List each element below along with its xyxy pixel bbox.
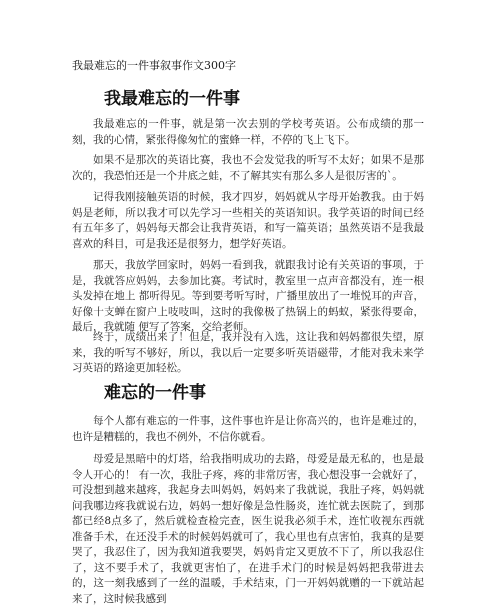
section-heading-1: 我最难忘的一件事 xyxy=(104,89,240,109)
paragraph: 母爱是黑暗中的灯塔，给我指明成功的去路，母爱是最无私的，也是最令人开心的！ 有一次，我肚子疼，疼的非常厉害，我心想没事一会就好了，可没想到越来越疼，我起身去叫妈妈，妈妈来了我就说，我肚子疼，妈妈就问我哪边疼我就说右边，妈妈一想好像是急性肠炎，连忙就去医院了，到那都已经8点多了，然后就检查检完查，医生说我必须手术，连忙收视东西就准备手术，在还没手术的时候妈妈就可了，我心里也有点害怕，我真的是要哭了，我忍住了，因为我知道我要哭，妈妈肯定又更放不下了，所以我忍住了，这不要手术了，我就更害怕了，在进手术门的时候是妈妈把我带进去的，这一刻我感到了一丝的温暖，手术结束，门一开妈妈就赠的一下就站起来了，这时候我感到 xyxy=(72,453,424,605)
document-title-line: 我最难忘的一件事叙事作文300字 xyxy=(72,59,236,72)
paragraph: 每个人都有难忘的一件事，这件事也许是让你高兴的，也许是难过的，也许是糟糕的，我也不例外，不信你就看。 xyxy=(72,415,424,443)
paragraph: 那天，我放学回家时，妈妈一看到我，就跟我讨论有关英语的事项，于是，我就答应妈妈，去参加比赛。考试时，教室里一点声音都没有，连一根头发掉在地上 都听得见。等到要考听写时，广播里放出了一堆悦耳的声音，好像十支蝉在窗户上吱吱叫，这时的我像极了热锅上的蚂蚁，紧张得要命，最后，我就随 便写了答案，交给老师。 xyxy=(72,259,424,333)
section-heading-2: 难忘的一件事 xyxy=(104,383,206,403)
paragraph: 如果不是那次的英语比赛，我也不会发觉我的听写不太好；如果不是那次的，我恐怕还是一个井底之蛙，不了解其实有那么多人是很厉害的`。 xyxy=(72,154,424,182)
paragraph: 记得我刚接触英语的时候，我才四岁，妈妈就从字母开始教我。由于妈妈是老师，所以我才可以先学习一些相关的英语知识。我学英语的时间已经有五年多了，妈妈每天都会让我背英语，和写一篇英语；虽然英语不是我最喜欢的科目，可是我还是很努力，想学好英语。 xyxy=(72,191,424,250)
paragraph: 终于，成绩出来了！但是，我并没有入选，这让我和妈妈都很失望，原来，我的听写不够好，所以，我以后一定要多听英语磁带，才能对我未来学习英语的路途更加轻松。 xyxy=(72,331,424,374)
paragraph: 我最难忘的一件事，就是第一次去别的学校考英语。公布成绩的那一刻，我的心情，紧张得像匆忙的蜜蜂一样，不停的飞上飞下。 xyxy=(72,118,424,146)
